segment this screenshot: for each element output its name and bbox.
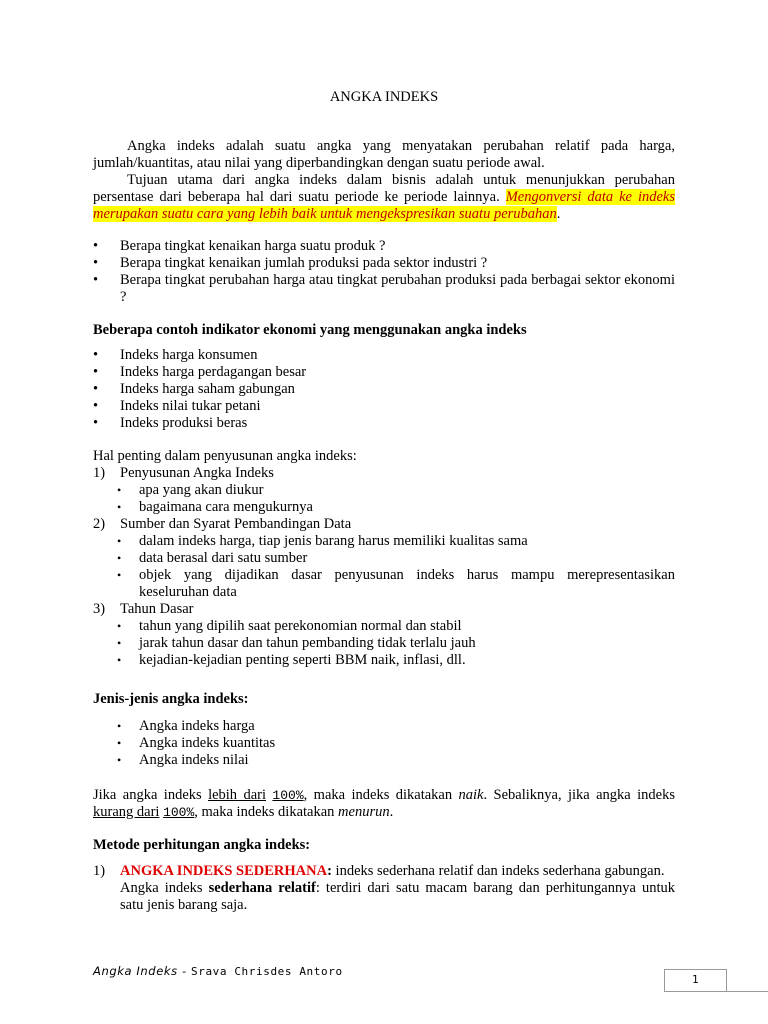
- footer-title: Angka Indeks: [93, 964, 178, 978]
- bullet-icon: •: [93, 272, 99, 288]
- footer-divider: [664, 991, 768, 992]
- naik-word: naik: [458, 787, 484, 803]
- sub-list: [93, 482, 675, 516]
- item-number: 1): [93, 465, 106, 481]
- sub-list: [93, 533, 675, 601]
- sub-item-text: objek yang dijadikan dasar penyusunan indeks harus mampu merepresentasikan keseluruhan data: [139, 567, 675, 600]
- bullet-icon: •: [117, 483, 122, 497]
- question-item-text: Berapa tingkat kenaikan jumlah produksi pada sektor industri ?: [120, 255, 488, 271]
- sub-item: [93, 567, 675, 601]
- indicator-item-text: Indeks produksi beras: [120, 415, 248, 431]
- indicator-item-text: Indeks harga saham gabungan: [120, 381, 295, 397]
- menurun-word: menurun: [338, 804, 390, 820]
- indicators-heading: Beberapa contoh indikator ekonomi yang menggunakan angka indeks: [93, 322, 527, 338]
- sederhana-relatif: sederhana relatif: [208, 880, 316, 896]
- important-item: [93, 516, 675, 601]
- indicator-item: [93, 398, 675, 415]
- important-intro: Hal penting dalam penyusunan angka indeks:: [93, 448, 357, 464]
- bullet-icon: •: [93, 381, 99, 397]
- intro-paragraph-1: Angka indeks adalah suatu angka yang menyatakan perubahan relatif pada harga, jumlah/kuantitas, atau nilai yang diperbandingkan dengan suatu periode awal.: [93, 138, 675, 171]
- bullet-icon: •: [117, 534, 122, 548]
- question-item: [93, 272, 675, 306]
- intro-paragraph-2-text: Tujuan utama dari angka indeks dalam bisnis adalah untuk menunjukkan perubahan persentase dari beberapa hal dari suatu periode ke periode lainnya.: [93, 172, 675, 205]
- sub-item-text: tahun yang dipilih saat perekonomian normal dan stabil: [139, 618, 462, 634]
- method-label: ANGKA INDEKS SEDERHANA: [120, 863, 328, 879]
- intro-section: [93, 138, 675, 223]
- type-item-text: Angka indeks nilai: [139, 752, 249, 768]
- bullet-icon: •: [93, 255, 99, 271]
- indicator-item-text: Indeks harga konsumen: [120, 347, 258, 363]
- sub-item-text: bagaimana cara mengukurnya: [139, 499, 313, 515]
- lebih-dari: lebih dari: [208, 787, 267, 803]
- method-heading: Metode perhitungan angka indeks:: [93, 837, 311, 853]
- indicator-item: [93, 415, 675, 432]
- percent-100: 100%: [272, 788, 304, 803]
- question-item: [93, 255, 675, 272]
- document-title: ANGKA INDEKS: [329, 89, 439, 105]
- sub-item-text: dalam indeks harga, tiap jenis barang harus memiliki kualitas sama: [139, 533, 528, 549]
- bullet-icon: •: [93, 415, 99, 431]
- types-heading: Jenis-jenis angka indeks:: [93, 691, 249, 707]
- kurang-dari: kurang dari: [93, 804, 160, 820]
- footer: Angka Indeks - Srava Chrisdes Antoro: [93, 964, 343, 978]
- bullet-icon: •: [117, 719, 122, 733]
- type-item-text: Angka indeks kuantitas: [139, 735, 276, 751]
- sub-item-text: jarak tahun dasar dan tahun pembanding tidak terlalu jauh: [139, 635, 476, 651]
- sub-item: [93, 482, 675, 499]
- type-item: [93, 735, 675, 752]
- indicator-item-text: Indeks harga perdagangan besar: [120, 364, 307, 380]
- method-item: 1) ANGKA INDEKS SEDERHANA: indeks sederhana relatif dan indeks sederhana gabungan. Angka indeks sederhana relatif: terdiri dari satu macam barang dan perhitungannya untuk satu jenis barang saja.: [93, 863, 675, 913]
- sub-item: [93, 618, 675, 635]
- bullet-icon: •: [93, 398, 99, 414]
- bullet-icon: •: [117, 500, 122, 514]
- question-item-text: Berapa tingkat kenaikan harga suatu produk ?: [120, 238, 386, 254]
- bullet-icon: •: [93, 347, 99, 363]
- item-label: Sumber dan Syarat Pembandingan Data: [120, 516, 352, 532]
- footer-author: Srava Chrisdes Antoro: [191, 965, 343, 978]
- indicator-item: [93, 347, 675, 364]
- method-section: [93, 863, 675, 914]
- bullet-icon: •: [117, 753, 122, 767]
- indicator-item: [93, 381, 675, 398]
- sub-list: [93, 618, 675, 669]
- bullet-icon: •: [117, 551, 122, 565]
- important-section: [93, 448, 675, 669]
- page-number: 1: [692, 974, 699, 986]
- bullet-icon: •: [117, 619, 122, 633]
- sub-item-text: kejadian-kejadian penting seperti BBM naik, inflasi, dll.: [139, 652, 466, 668]
- important-item: [93, 601, 675, 669]
- type-item: [93, 718, 675, 735]
- type-item: [93, 752, 675, 769]
- indicator-item: [93, 364, 675, 381]
- sub-item: [93, 533, 675, 550]
- sub-item-text: apa yang akan diukur: [139, 482, 264, 498]
- bullet-icon: •: [93, 238, 99, 254]
- indicator-item-text: Indeks nilai tukar petani: [120, 398, 261, 414]
- sub-item: [93, 550, 675, 567]
- percent-100-second: 100%: [163, 805, 195, 820]
- highlighted-sentence: Mengonversi data ke indeks merupakan suatu cara yang lebih baik untuk mengekspresikan suatu perubahan: [93, 189, 676, 222]
- sub-item-text: data berasal dari satu sumber: [139, 550, 308, 566]
- sub-item: [93, 499, 675, 516]
- bullet-icon: •: [117, 636, 122, 650]
- bullet-icon: •: [93, 364, 99, 380]
- types-list: [93, 718, 675, 769]
- important-item: [93, 465, 675, 516]
- rule-paragraph: Jika angka indeks lebih dari 100%, maka indeks dikatakan naik. Sebaliknya, jika angka indeks kurang dari 100%, maka indeks dikatakan menurun.: [93, 787, 676, 820]
- bullet-icon: •: [117, 736, 122, 750]
- sub-item: [93, 652, 675, 669]
- bullet-icon: •: [117, 568, 122, 582]
- sub-item: [93, 635, 675, 652]
- questions-list: [93, 238, 675, 306]
- item-label: Tahun Dasar: [120, 601, 194, 617]
- page-number-box: [664, 969, 727, 991]
- indicators-list: [93, 347, 675, 432]
- question-item: [93, 238, 675, 255]
- intro-paragraph-2: Tujuan utama dari angka indeks dalam bisnis adalah untuk menunjukkan perubahan persentase dari beberapa hal dari suatu periode ke periode lainnya. Mengonversi data ke indeks merupakan suatu cara yang lebih baik untuk mengekspresikan suatu perubahan.: [93, 172, 676, 222]
- item-number: 2): [93, 516, 106, 532]
- question-item-text: Berapa tingkat perubahan harga atau tingkat perubahan produksi pada berbagai sektor ekonomi ?: [120, 272, 675, 305]
- item-label: Penyusunan Angka Indeks: [120, 465, 274, 481]
- bullet-icon: •: [117, 653, 122, 667]
- item-number: 3): [93, 601, 106, 617]
- type-item-text: Angka indeks harga: [139, 718, 255, 734]
